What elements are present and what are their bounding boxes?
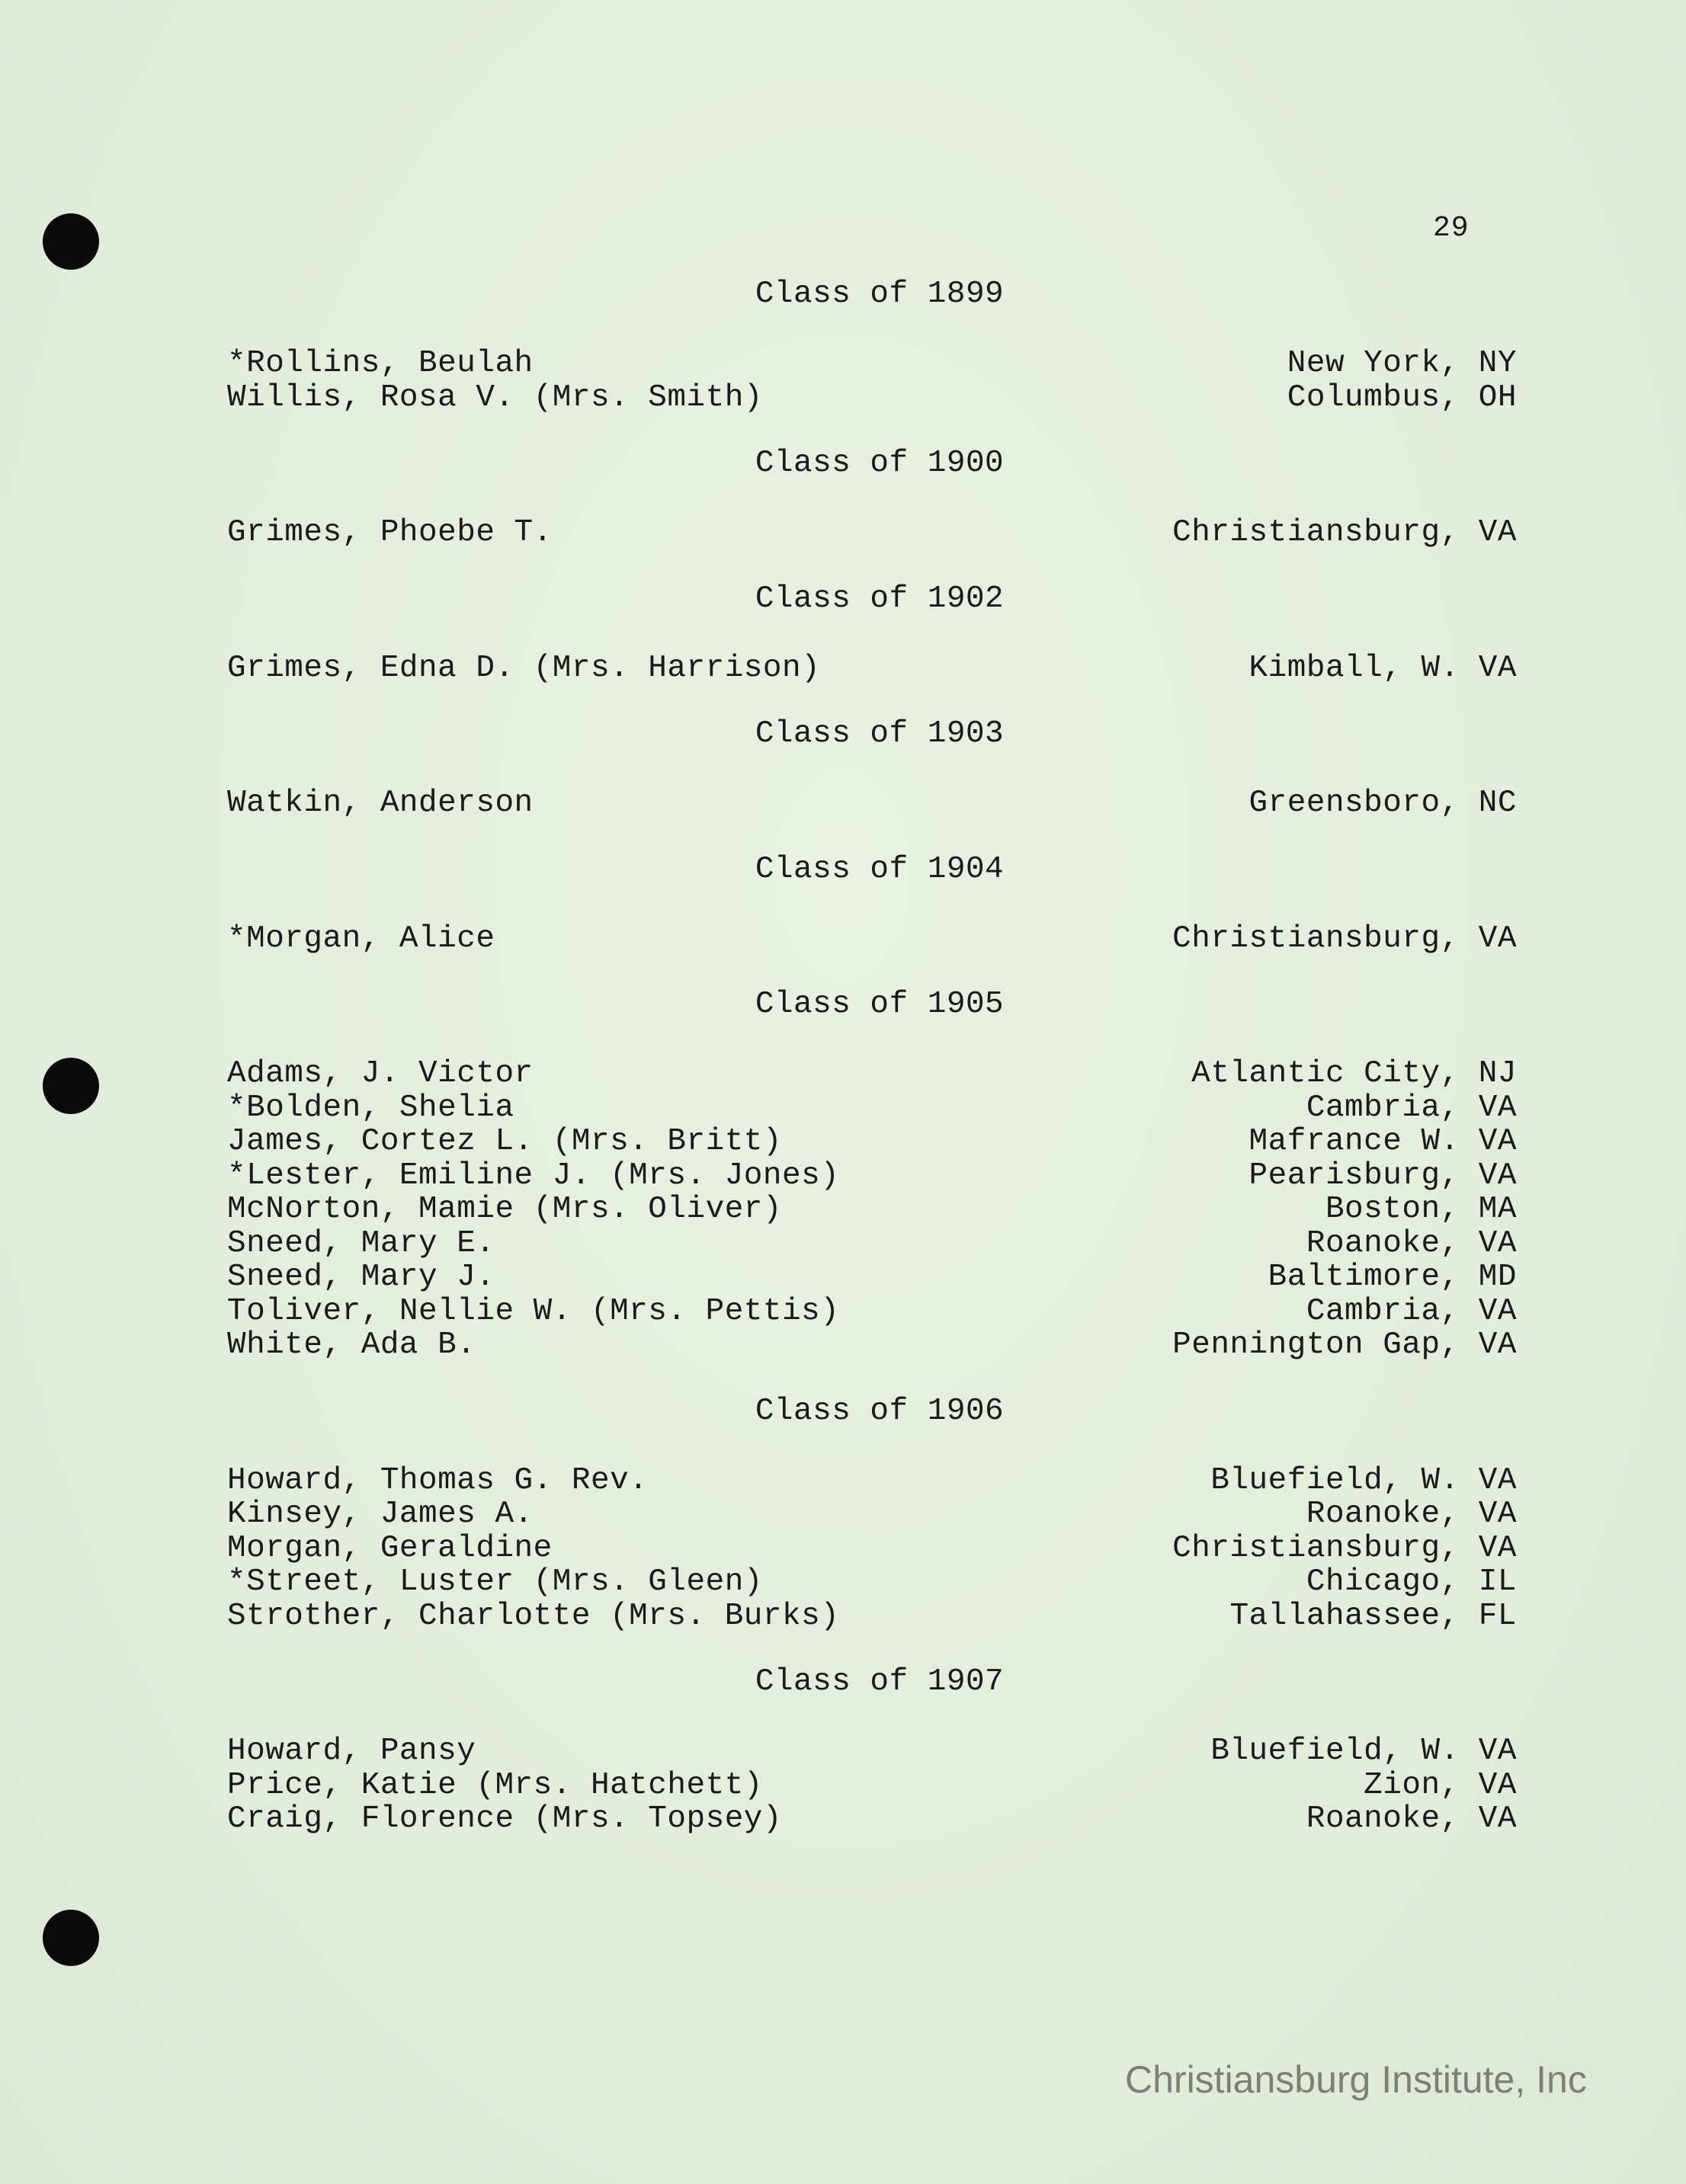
page-number: 29 xyxy=(1433,212,1470,245)
alumni-location: Columbus, OH xyxy=(1287,379,1517,415)
class-section xyxy=(227,853,1517,956)
alumni-entry xyxy=(227,1057,1517,1091)
class-section xyxy=(227,582,1517,686)
alumni-entry xyxy=(227,1159,1517,1193)
class-section xyxy=(227,277,1517,415)
alumni-entry xyxy=(227,1227,1517,1261)
alumni-entry xyxy=(227,1600,1517,1634)
alumni-name: Morgan, Geraldine xyxy=(227,1530,553,1566)
class-heading: Class of 1900 xyxy=(755,446,1005,481)
alumni-entry xyxy=(227,1769,1517,1803)
alumni-entry xyxy=(227,1532,1517,1566)
class-section xyxy=(227,1665,1517,1837)
alumni-location: Bluefield, W. VA xyxy=(1210,1734,1517,1769)
class-heading: Class of 1902 xyxy=(755,581,1005,616)
alumni-location: Mafrance W. VA xyxy=(1248,1124,1517,1159)
alumni-name: Price, Katie (Mrs. Hatchett) xyxy=(227,1767,763,1803)
alumni-name: Kinsey, James A. xyxy=(227,1497,534,1532)
class-section xyxy=(227,1395,1517,1634)
alumni-location: Roanoke, VA xyxy=(1306,1497,1517,1532)
alumni-name: McNorton, Mamie (Mrs. Oliver) xyxy=(227,1192,783,1227)
alumni-location: Pennington Gap, VA xyxy=(1172,1327,1517,1363)
alumni-name: Sneed, Mary E. xyxy=(227,1225,495,1261)
alumni-location: Boston, MA xyxy=(1325,1192,1517,1227)
alumni-location: New York, NY xyxy=(1287,346,1517,381)
class-heading: Class of 1899 xyxy=(755,277,1005,312)
class-section xyxy=(227,717,1517,821)
alumni-name: *Rollins, Beulah xyxy=(227,346,534,381)
alumni-entry xyxy=(227,516,1517,550)
alumni-location: Christiansburg, VA xyxy=(1172,921,1517,956)
alumni-name: *Bolden, Shelia xyxy=(227,1090,514,1126)
punch-hole xyxy=(43,213,99,270)
alumni-name: James, Cortez L. (Mrs. Britt) xyxy=(227,1124,783,1159)
alumni-location: Christiansburg, VA xyxy=(1172,1530,1517,1566)
alumni-location: Cambria, VA xyxy=(1306,1293,1517,1329)
alumni-name: Toliver, Nellie W. (Mrs. Pettis) xyxy=(227,1293,840,1329)
entry-list xyxy=(227,922,1517,956)
alumni-entry xyxy=(227,1802,1517,1837)
alumni-name: Grimes, Edna D. (Mrs. Harrison) xyxy=(227,650,821,686)
entry-list xyxy=(227,516,1517,550)
alumni-entry xyxy=(227,381,1517,415)
punch-hole xyxy=(43,1910,99,1966)
alumni-location: Roanoke, VA xyxy=(1306,1801,1517,1837)
alumni-entry xyxy=(227,1295,1517,1329)
entry-list xyxy=(227,1464,1517,1634)
alumni-entry xyxy=(227,652,1517,686)
entry-list xyxy=(227,652,1517,686)
alumni-entry xyxy=(227,1464,1517,1498)
alumni-name: Howard, Pansy xyxy=(227,1734,476,1769)
alumni-location: Atlantic City, NJ xyxy=(1191,1056,1517,1091)
alumni-location: Cambria, VA xyxy=(1306,1090,1517,1126)
alumni-entry xyxy=(227,1497,1517,1532)
alumni-name: Howard, Thomas G. Rev. xyxy=(227,1462,649,1498)
alumni-entry xyxy=(227,1091,1517,1126)
alumni-location: Christiansburg, VA xyxy=(1172,515,1517,550)
alumni-name: Strother, Charlotte (Mrs. Burks) xyxy=(227,1598,840,1634)
alumni-list xyxy=(227,277,1517,1869)
alumni-name: *Street, Luster (Mrs. Gleen) xyxy=(227,1564,763,1600)
alumni-location: Tallahassee, FL xyxy=(1229,1598,1517,1634)
alumni-name: Willis, Rosa V. (Mrs. Smith) xyxy=(227,379,763,415)
class-heading: Class of 1904 xyxy=(755,851,1005,887)
class-heading: Class of 1905 xyxy=(755,987,1005,1022)
alumni-entry xyxy=(227,786,1517,821)
alumni-entry xyxy=(227,1565,1517,1600)
class-heading: Class of 1906 xyxy=(755,1393,1005,1429)
alumni-entry xyxy=(227,1328,1517,1363)
alumni-name: *Lester, Emiline J. (Mrs. Jones) xyxy=(227,1158,840,1193)
alumni-location: Pearisburg, VA xyxy=(1248,1158,1517,1193)
entry-list xyxy=(227,786,1517,821)
alumni-entry xyxy=(227,347,1517,381)
alumni-entry xyxy=(227,1734,1517,1769)
alumni-name: *Morgan, Alice xyxy=(227,921,495,956)
alumni-name: Craig, Florence (Mrs. Topsey) xyxy=(227,1801,783,1837)
class-section xyxy=(227,988,1517,1363)
class-heading: Class of 1903 xyxy=(755,716,1005,751)
alumni-location: Chicago, IL xyxy=(1306,1564,1517,1600)
entry-list xyxy=(227,347,1517,415)
alumni-location: Greensboro, NC xyxy=(1248,786,1517,821)
alumni-name: Adams, J. Victor xyxy=(227,1056,534,1091)
watermark: Christiansburg Institute, Inc xyxy=(1125,2058,1587,2101)
alumni-name: Grimes, Phoebe T. xyxy=(227,515,553,550)
alumni-entry xyxy=(227,1125,1517,1159)
class-heading: Class of 1907 xyxy=(755,1664,1005,1699)
alumni-location: Bluefield, W. VA xyxy=(1210,1462,1517,1498)
punch-hole xyxy=(43,1058,99,1114)
alumni-location: Roanoke, VA xyxy=(1306,1225,1517,1261)
alumni-location: Baltimore, MD xyxy=(1268,1260,1517,1295)
alumni-name: Watkin, Anderson xyxy=(227,786,534,821)
alumni-name: White, Ada B. xyxy=(227,1327,476,1363)
alumni-location: Zion, VA xyxy=(1364,1767,1517,1803)
alumni-name: Sneed, Mary J. xyxy=(227,1260,495,1295)
class-section xyxy=(227,447,1517,550)
alumni-location: Kimball, W. VA xyxy=(1248,650,1517,686)
entry-list xyxy=(227,1734,1517,1837)
alumni-entry xyxy=(227,1193,1517,1227)
entry-list xyxy=(227,1057,1517,1363)
alumni-entry xyxy=(227,922,1517,956)
alumni-entry xyxy=(227,1260,1517,1295)
